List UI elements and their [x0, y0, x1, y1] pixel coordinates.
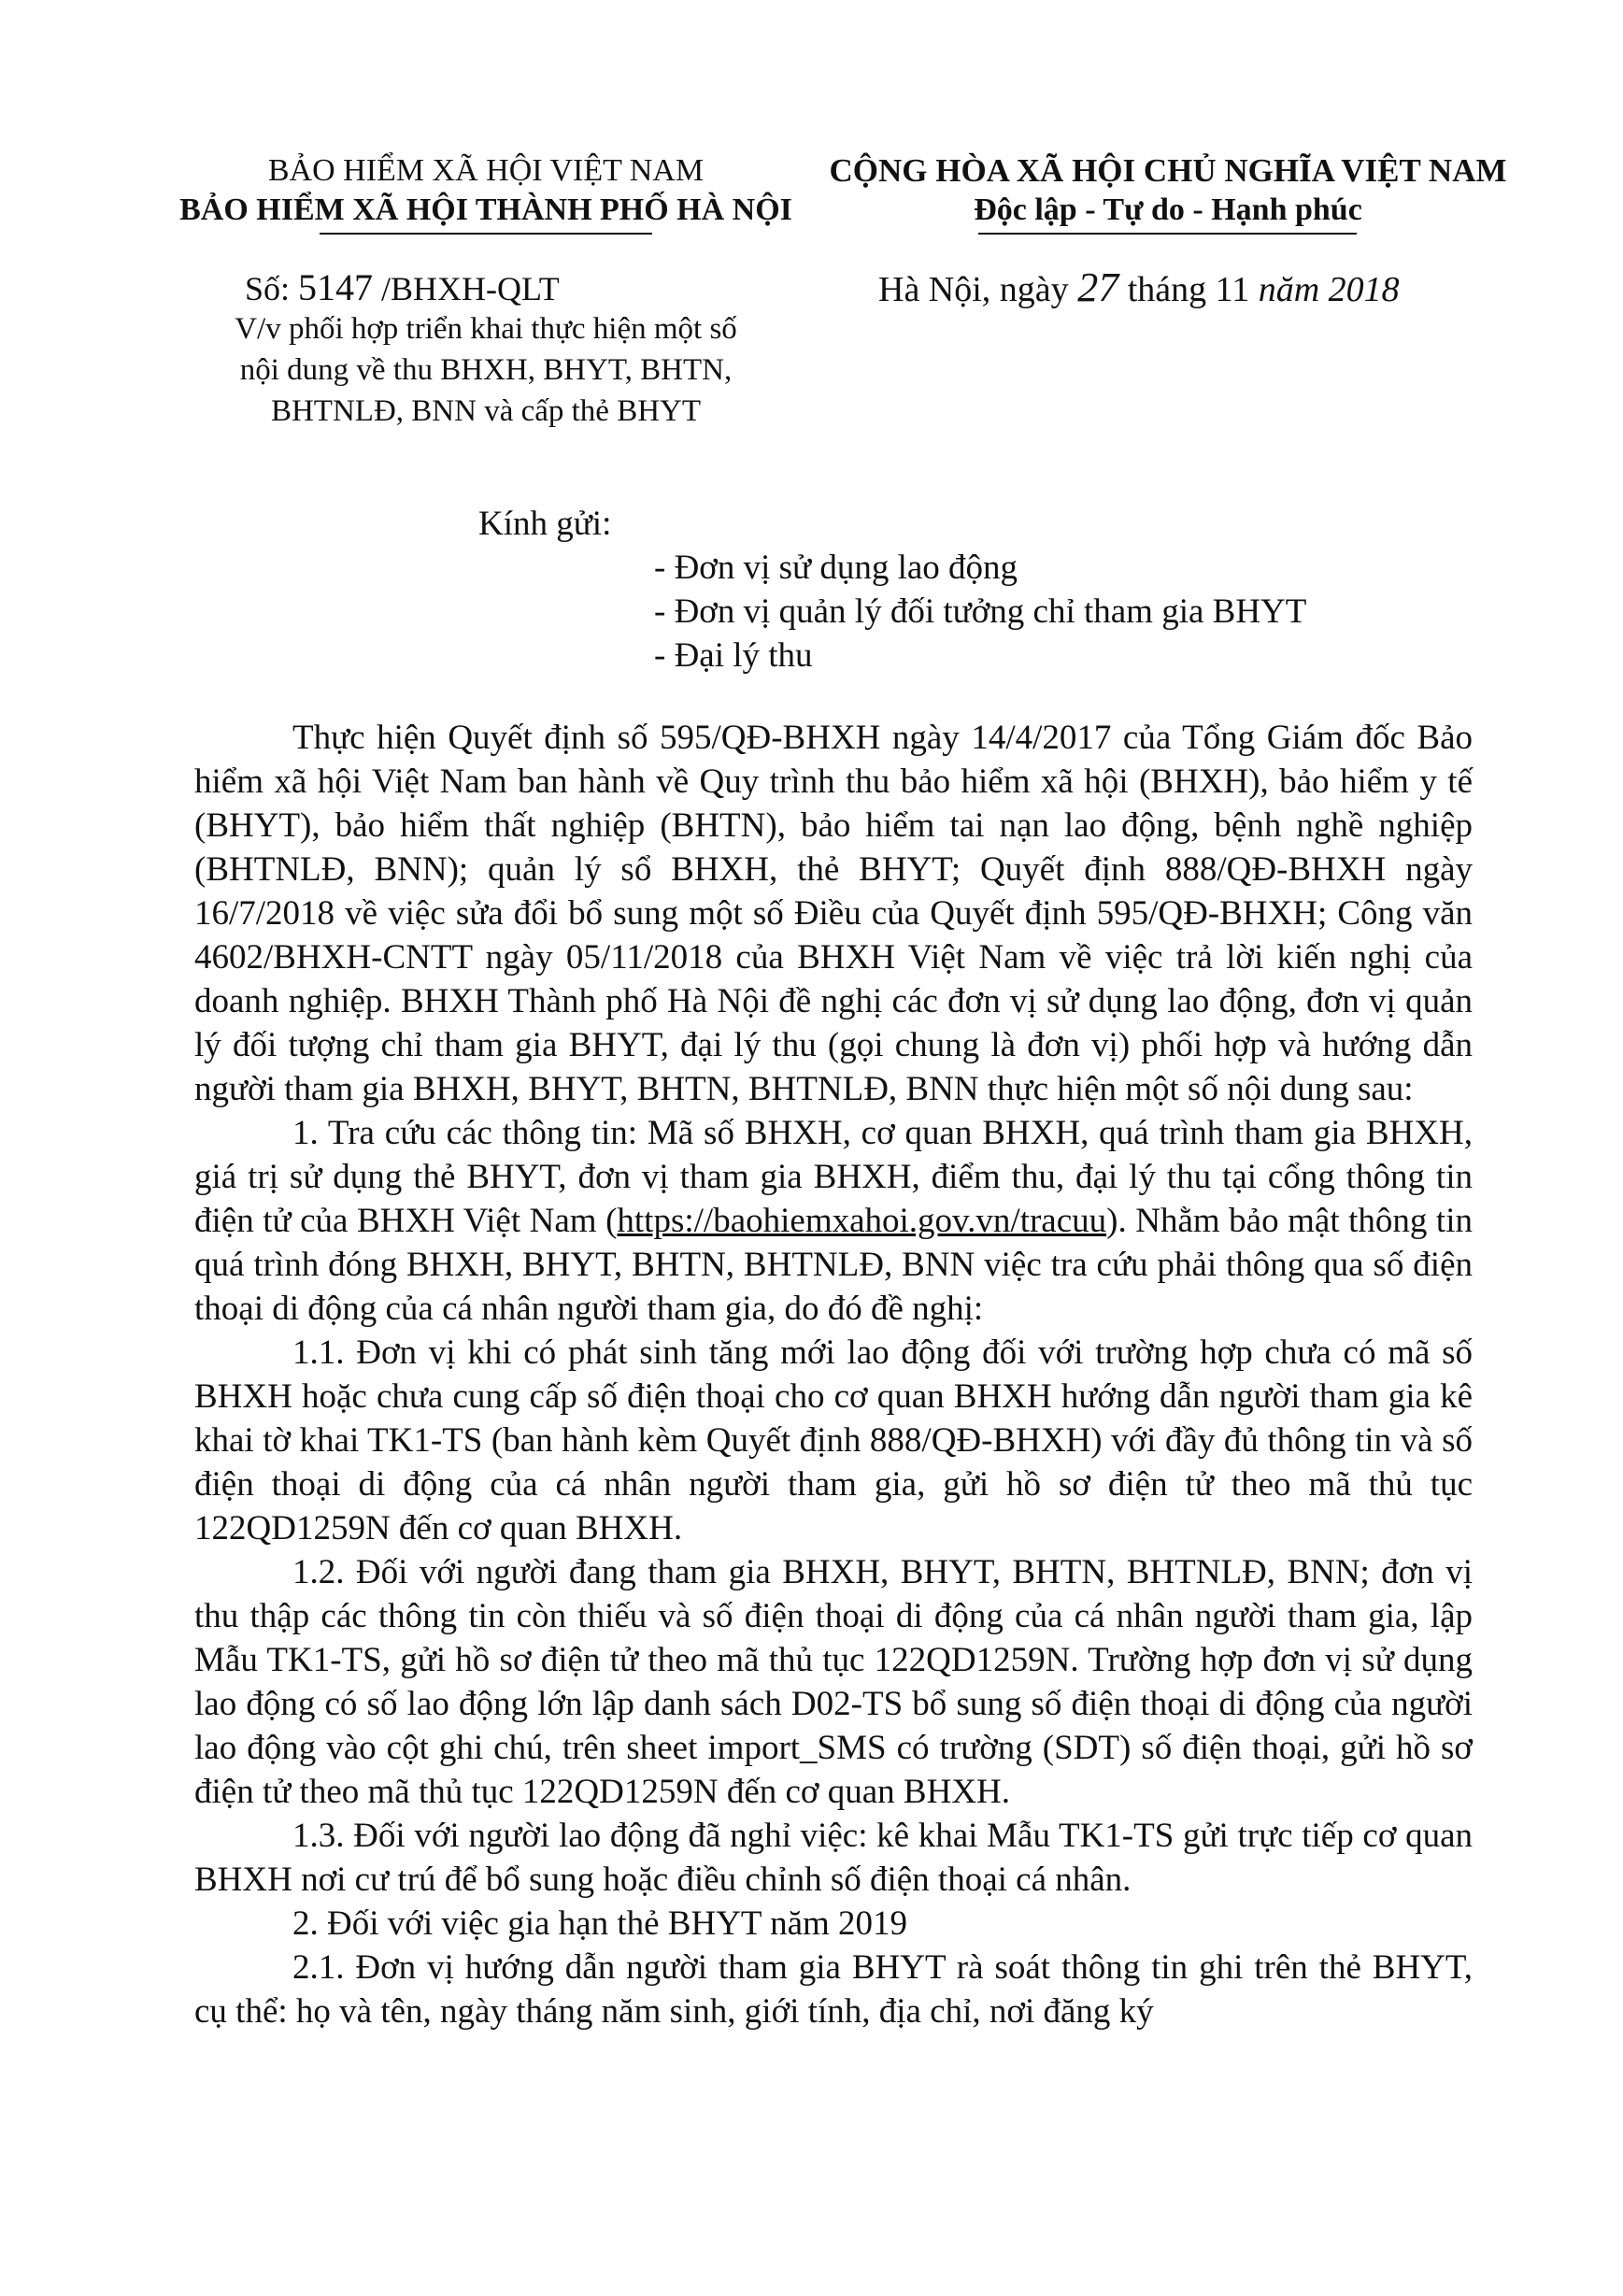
recipient-label: Kính gửi:: [478, 505, 612, 543]
document-number: [245, 267, 560, 309]
date-day: 27: [1077, 264, 1119, 310]
recipient-item-3: - Đại lý thu: [654, 636, 813, 675]
date-prefix: Hà Nội, ngày: [878, 270, 1069, 309]
item-1-text: 1. Tra cứu các thông tin: Mã số BHXH, cơ quan BHXH, quá trình tham gia BHXH, giá trị sử dụng thẻ BHYT, đơn vị tham gia BHXH, điểm thu, đại lý thu tại cổng thông tin điện tử của BHXH Việt Nam (: [194, 1114, 1473, 1240]
letter-body: [194, 716, 1473, 2033]
agency-name: BẢO HIỂM XÃ HỘI VIỆT NAM: [267, 153, 705, 188]
branch-name: BẢO HIỂM XÃ HỘI THÀNH PHỐ HÀ NỘI: [179, 193, 792, 227]
item-2-heading: 2. Đối với việc gia hạn thẻ BHYT năm 2019: [292, 1904, 908, 1943]
subject-line-1: V/v phối hợp triển khai thực hiện một số: [235, 312, 737, 346]
branch-underline: [320, 233, 652, 235]
motto: Độc lập - Tự do - Hạnh phúc: [974, 193, 1362, 227]
republic-title: CỘNG HÒA XÃ HỘI CHỦ NGHĨA VIỆT NAM: [829, 152, 1507, 189]
item-1-1-paragraph: 1.1. Đơn vị khi có phát sinh tăng mới lao động đối với trường hợp chưa có mã số BHXH hoặc chưa cung cấp số điện thoại cho cơ quan BHXH hướng dẫn người tham gia kê khai tờ khai TK1-TS (ban hành kèm Quyết định 888/QĐ-BHXH) với đầy đủ thông tin và số điện thoại di động của cá nhân người tham gia, gửi hồ sơ điện tử theo mã thủ tục 122QD1259N đến cơ quan BHXH.: [194, 1333, 1473, 1547]
recipient-item-2: - Đơn vị quản lý đối tưởng chỉ tham gia BHYT: [654, 592, 1307, 631]
subject-line-2: nội dung về thu BHXH, BHYT, BHTN,: [239, 353, 733, 387]
date-line: [878, 264, 1400, 310]
lookup-link[interactable]: https://baohiemxahoi.gov.vn/tracuu: [617, 1202, 1107, 1240]
item-1-2-paragraph: 1.2. Đối với người đang tham gia BHXH, BHYT, BHTN, BHTNLĐ, BNN; đơn vị thu thập các thông tin còn thiếu và số điện thoại di động của cá nhân người tham gia, lập Mẫu TK1-TS, gửi hồ sơ điện tử theo mã thủ tục 122QD1259N. Trường hợp đơn vị sử dụng lao động có số lao động lớn lập danh sách D02-TS bổ sung số điện thoại di động của người lao động vào cột ghi chú, trên sheet import_SMS có trường (SDT) số điện thoại, gửi hồ sơ điện tử theo mã thủ tục 122QD1259N đến cơ quan BHXH.: [194, 1553, 1473, 1811]
date-month: 11: [1215, 270, 1250, 309]
number-suffix: /BHXH-QLT: [381, 270, 560, 307]
motto-underline: [978, 233, 1357, 235]
recipient-item-1: - Đơn vị sử dụng lao động: [654, 549, 1018, 587]
item-1-paragraph: [194, 1111, 1473, 1331]
subject-line-3: BHTNLĐ, BNN và cấp thẻ BHYT: [270, 394, 702, 428]
date-year: năm 2018: [1258, 270, 1400, 309]
number-prefix: Số:: [245, 270, 291, 307]
intro-paragraph: Thực hiện Quyết định số 595/QĐ-BHXH ngày 14/4/2017 của Tổng Giám đốc Bảo hiểm xã hội Việt Nam ban hành về Quy trình thu bảo hiểm xã hội (BHXH), bảo hiểm y tế (BHYT), bảo hiểm thất nghiệp (BHTN), bảo hiểm tai nạn lao động, bệnh nghề nghiệp (BHTNLĐ, BNN); quản lý sổ BHXH, thẻ BHYT; Quyết định 888/QĐ-BHXH ngày 16/7/2018 về việc sửa đổi bổ sung một số Điều của Quyết định 595/QĐ-BHXH; Công văn 4602/BHXH-CNTT ngày 05/11/2018 của BHXH Việt Nam về việc trả lời kiến nghị của doanh nghiệp. BHXH Thành phố Hà Nội đề nghị các đơn vị sử dụng lao động, đơn vị quản lý đối tượng chỉ tham gia BHYT, đại lý thu (gọi chung là đơn vị) phối hợp và hướng dẫn người tham gia BHXH, BHYT, BHTN, BHTNLĐ, BNN thực hiện một số nội dung sau:: [194, 719, 1473, 1108]
item-2-1-paragraph: 2.1. Đơn vị hướng dẫn người tham gia BHYT rà soát thông tin ghi trên thẻ BHYT, cụ thể: họ và tên, ngày tháng năm sinh, giới tính, địa chỉ, nơi đăng ký: [194, 1948, 1473, 2031]
item-1-text-continued: ). Nhằm bảo mật thông tin quá trình đóng BHXH, BHYT, BHTN, BHTNLĐ, BNN việc tra cứu phải thông qua số điện thoại di động của cá nhân người tham gia, do đó đề nghị:: [194, 1202, 1473, 1328]
date-month-label: tháng: [1127, 270, 1207, 309]
number-value: 5147: [298, 266, 374, 308]
item-1-3-paragraph: 1.3. Đối với người lao động đã nghỉ việc: kê khai Mẫu TK1-TS gửi trực tiếp cơ quan BHXH nơi cư trú để bổ sung hoặc điều chỉnh số điện thoại cá nhân.: [194, 1817, 1473, 1899]
